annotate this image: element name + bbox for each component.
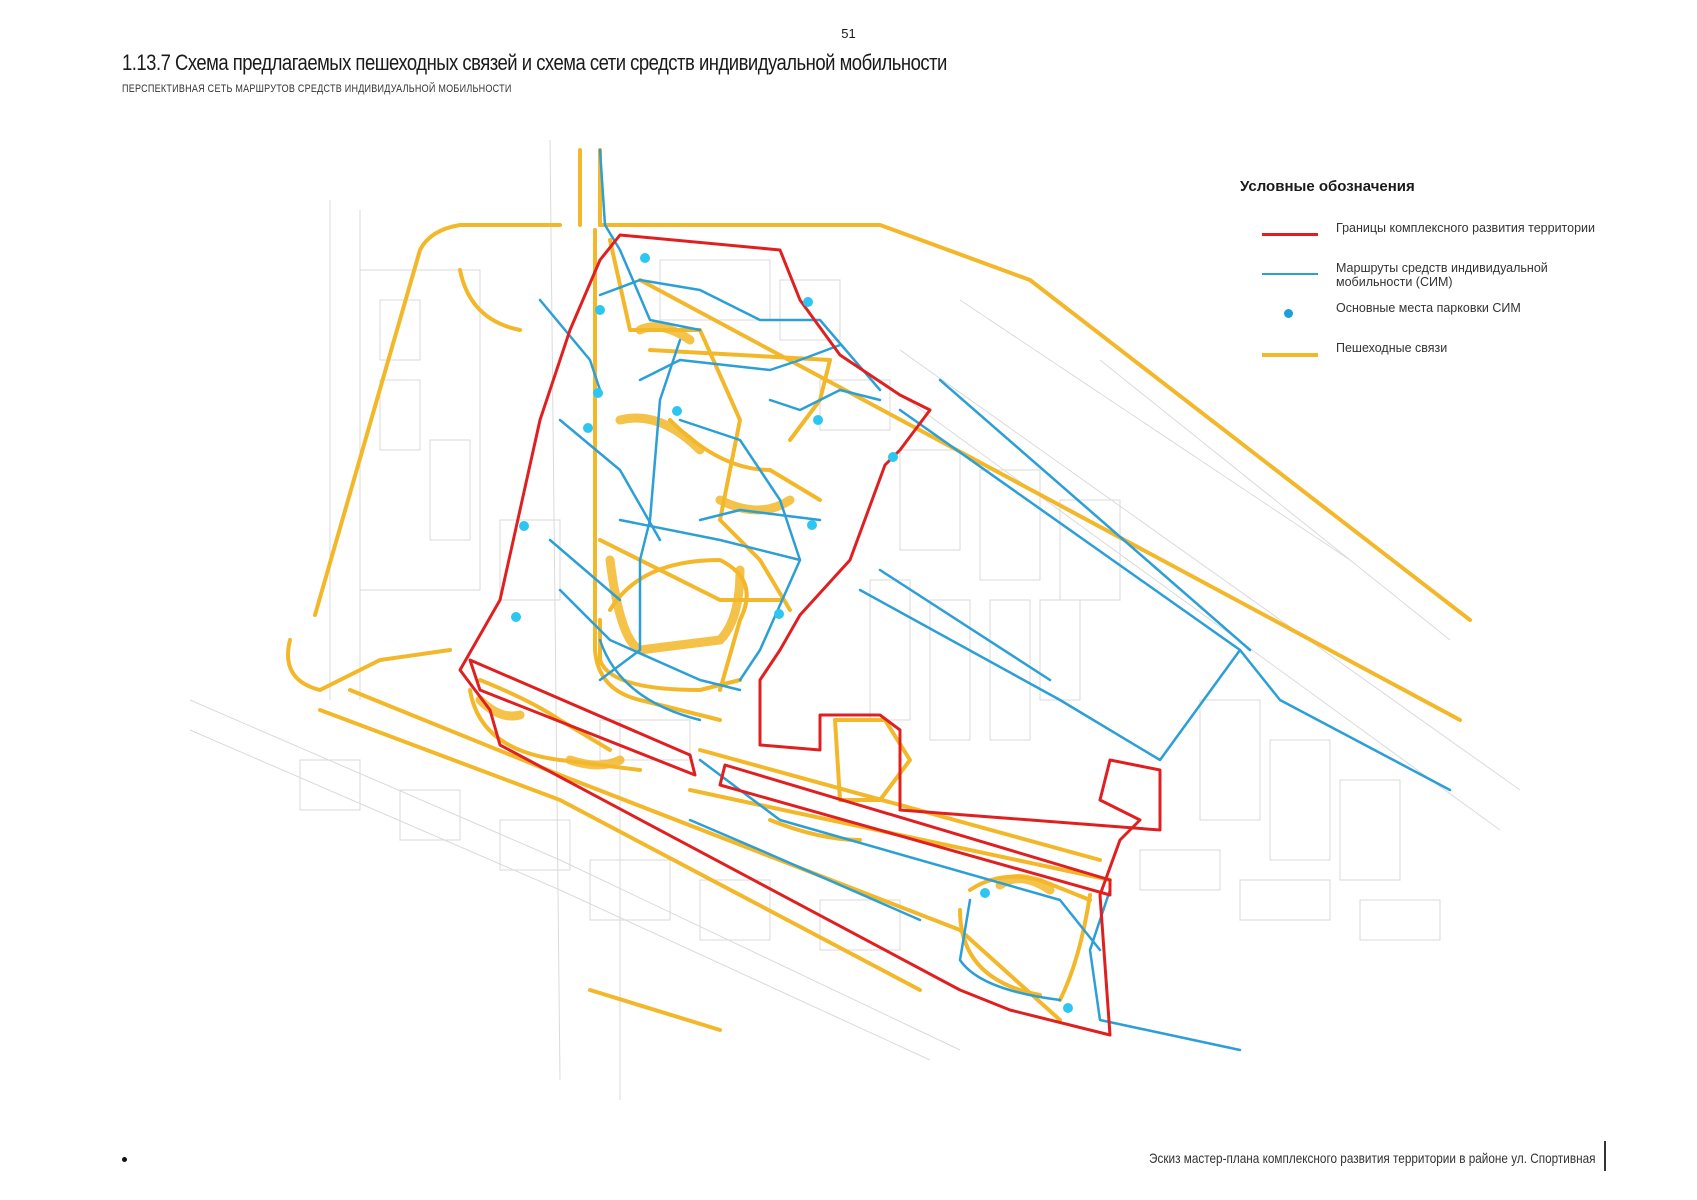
legend-title: Условные обозначения — [1240, 178, 1415, 195]
legend-item-boundary — [1240, 221, 1660, 265]
parking-dot-swatch — [1284, 309, 1293, 318]
parking-marker — [583, 423, 593, 433]
parking-marker — [595, 305, 605, 315]
parking-marker — [774, 609, 784, 619]
parking-marker — [672, 406, 682, 416]
parking-marker — [888, 452, 898, 462]
page-subtitle: ПЕРСПЕКТИВНАЯ СЕТЬ МАРШРУТОВ СРЕДСТВ ИНДИВИДУАЛЬНОЙ МОБИЛЬНОСТИ — [122, 83, 512, 95]
parking-marker — [640, 253, 650, 263]
page-title: 1.13.7 Схема предлагаемых пешеходных связей и схема сети средств индивидуальной мобильности — [122, 50, 947, 75]
boundary-line-swatch — [1262, 233, 1318, 236]
legend-label: Границы комплексного развития территории — [1336, 221, 1596, 235]
parking-marker — [807, 520, 817, 530]
parking-marker — [519, 521, 529, 531]
map-legend — [1240, 178, 1660, 385]
legend-label: Маршруты средств индивидуальной мобильности (СИМ) — [1336, 261, 1548, 289]
legend-label: Пешеходные связи — [1336, 341, 1448, 355]
parking-marker — [1063, 1003, 1073, 1013]
legend-label: Основные места парковки СИМ — [1336, 301, 1521, 315]
parking-marker — [803, 297, 813, 307]
footer-text: Эскиз мастер-плана комплексного развития территории в районе ул. Спортивная — [1149, 1150, 1596, 1166]
footer-divider — [1604, 1141, 1606, 1171]
parking-marker — [593, 388, 603, 398]
parking-marker — [511, 612, 521, 622]
page-number: 51 — [841, 26, 856, 41]
footer-bullet — [122, 1157, 127, 1162]
legend-item-pedestrian — [1240, 341, 1660, 385]
legend-item-parking — [1240, 301, 1660, 345]
pedestrian-line-swatch — [1262, 353, 1318, 357]
parking-marker — [813, 415, 823, 425]
legend-item-sim-routes — [1240, 261, 1660, 305]
sim-route-line-swatch — [1262, 273, 1318, 275]
parking-marker — [980, 888, 990, 898]
